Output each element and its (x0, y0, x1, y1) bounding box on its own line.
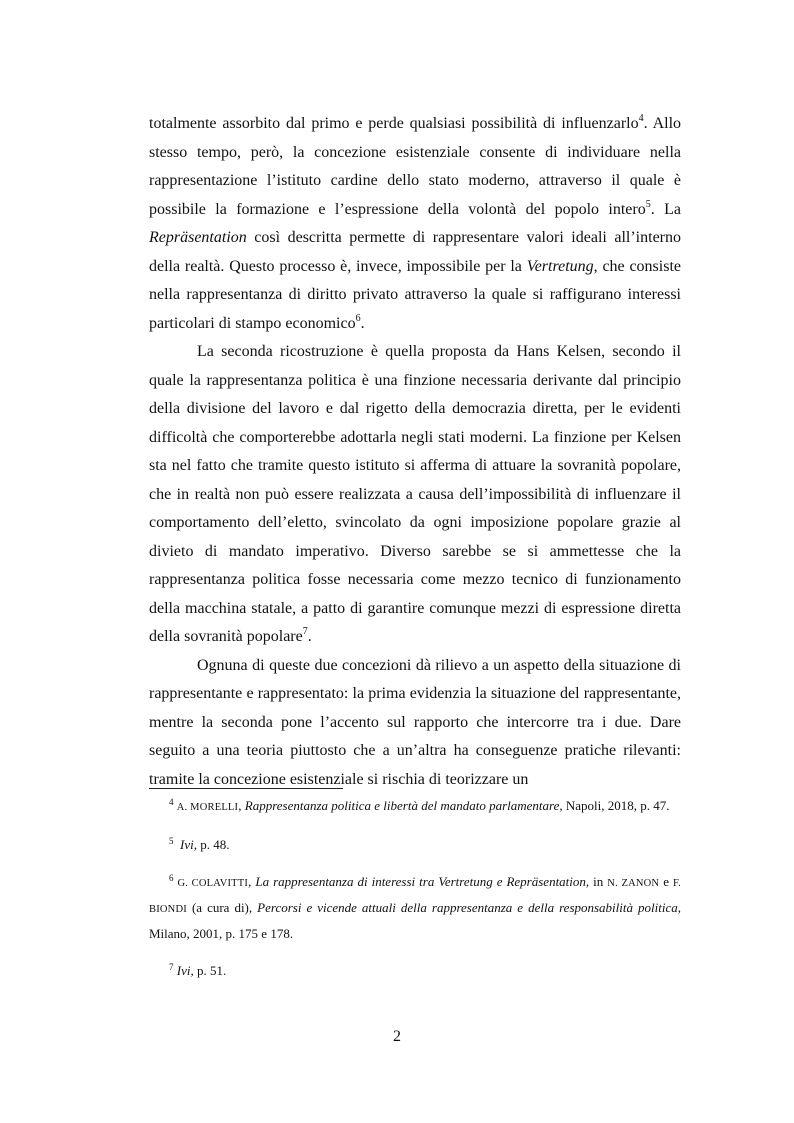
footnote-number: 5 (169, 836, 174, 846)
footnote-ref-4[interactable]: 4 (638, 113, 644, 124)
text-span: . (360, 314, 365, 332)
separator: , (238, 798, 245, 813)
footnote-7 (149, 959, 681, 983)
paragraph-1 (149, 110, 681, 338)
footnote-5 (149, 833, 681, 857)
paragraph-3 (149, 652, 681, 795)
footnote-ref-6[interactable]: 6 (355, 312, 361, 324)
footnote-text: , Milano, 2001, p. 175 e 178. (149, 900, 681, 941)
footnotes (149, 794, 681, 996)
footnote-title: La rappresentanza di interessi tra Vertretung e Repräsentation, (255, 874, 590, 889)
italic-term: Vertretung (526, 257, 594, 275)
text-span: La seconda ricostruzione è quella proposta da Hans Kelsen, secondo il quale la rappresentanza politica è una finzione necessaria derivante dal principio della divisione del lavoro e dal rigetto della democrazia diretta, per le evidenti difficoltà che comporterebbe adottarla negli stati moderni. La finzione per Kelsen sta nel fatto che tramite questo istituto si afferma di attuare la sovranità popolare, che in realtà non può essere realizzata a causa dell’impossibilità di influenzare il comportamento dell’eletto, svincolato da ogni imposizione popolare grazie al divieto di mandato imperativo. Diverso sarebbe se si ammettesse che la rappresentanza politica fosse necessaria come mezzo tecnico di funzionamento della macchina statale, a patto di garantire comunque mezzi di espressione diretta della sovranità popolare (149, 343, 681, 645)
footnote-number: 7 (169, 962, 174, 972)
footnote-author: G. COLAVITTI (177, 878, 249, 889)
text-span: , che consiste nella rappresentanza di diritto privato attraverso la quale si raffigurano interessi particolari di stampo economico (149, 257, 681, 332)
footnote-ref-7[interactable]: 7 (302, 626, 308, 637)
footnote-text: p. 48. (196, 837, 230, 852)
footnote-title: Percorsi e vicende attuali della rappresentanza e della responsabilità politica (257, 900, 678, 915)
footnote-text: in (589, 874, 608, 889)
text-span: totalmente assorbito dal primo e perde qualsiasi possibilità di influenzarlo (149, 115, 639, 132)
text-span: . (307, 628, 312, 645)
text-span: . La (650, 200, 682, 218)
footnote-author: F. BIONDI (149, 878, 681, 915)
footnote-4 (149, 794, 681, 820)
footnote-separator (149, 788, 343, 789)
separator: , (248, 874, 256, 889)
footnote-ref-5[interactable]: 5 (645, 198, 651, 210)
footnote-number: 6 (169, 873, 174, 883)
footnote-number: 4 (169, 797, 174, 807)
footnote-text: p. 51. (193, 963, 227, 978)
text-span: Ognuna di queste due concezioni dà rilievo a un aspetto della situazione di rappresentante e rappresentato: la prima evidenzia la situazione del rappresentante, mentre la seconda pone l’accento sul rapporto che intercorre tra i due. Dare seguito a una teoria piuttosto che a un’altra ha conseguenze pratiche rilevanti: tramite la concezione esistenziale si rischia di teorizzare un (149, 656, 681, 788)
footnote-text: (a cura di), (186, 900, 258, 915)
footnote-6 (149, 870, 681, 946)
body-text (149, 110, 681, 794)
text-span: . Allo stesso tempo, però, la concezione esistenziale consente di individuare nella rappresentazione l’istituto cardine dello stato moderno, attraverso il quale è possibile la formazione e l’espressione della volontà del popolo intero (149, 115, 682, 218)
footnote-text: Napoli, 2018, p. 47. (562, 798, 670, 813)
footnote-title: Ivi, (176, 963, 194, 978)
italic-term: Repräsentation (149, 229, 247, 246)
text-span: così descritta permette di rappresentare valori ideali all’interno della realtà. Questo processo è, invece, impossibile per la (149, 229, 681, 275)
footnote-text: e (659, 874, 673, 889)
footnote-title: Rappresentanza politica e libertà del mandato parlamentare, (244, 798, 563, 813)
footnote-author: N. ZANON (607, 878, 660, 889)
page-number: 2 (393, 1028, 401, 1045)
footnote-author: A. MORELLI (176, 802, 239, 813)
footnote-title: Ivi, (180, 837, 197, 852)
paragraph-2 (149, 338, 681, 652)
